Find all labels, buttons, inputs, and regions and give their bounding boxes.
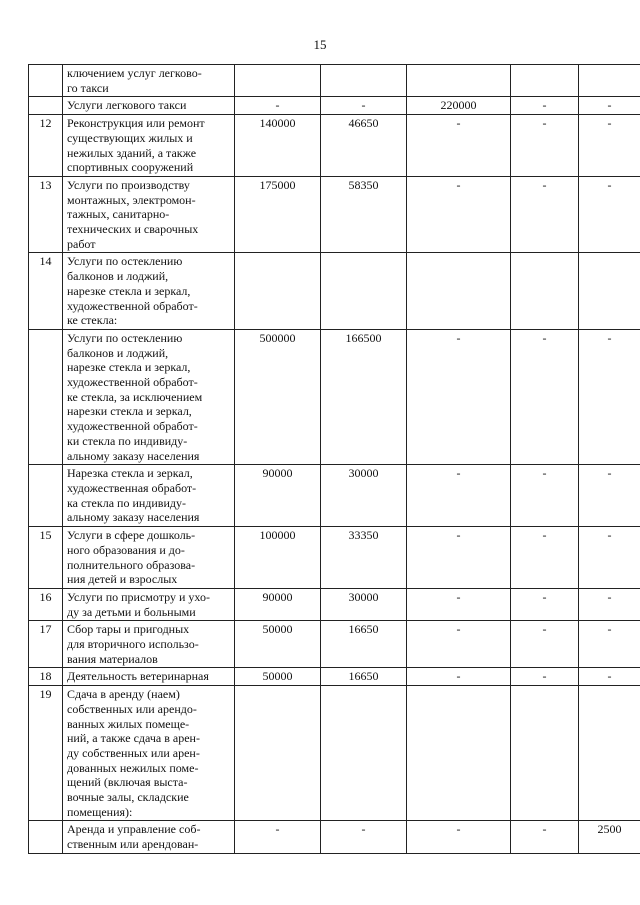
value-cell-5: - <box>579 329 640 464</box>
value-cell-4: - <box>511 588 579 620</box>
value-cell-1: 50000 <box>235 668 321 686</box>
value-cell-2: - <box>321 97 407 115</box>
activity-description-cell: Реконструкция или ремонт существующих жилых и нежилых зданий, а также спортивных сооружений <box>63 115 235 177</box>
value-cell-1 <box>235 686 321 821</box>
row-number-cell <box>29 97 63 115</box>
activity-description-cell: Услуги в сфере дошколь- ного образования и до- полнительного образова- ния детей и взрослых <box>63 527 235 589</box>
page-number: 15 <box>313 37 327 52</box>
value-cell-5: - <box>579 668 640 686</box>
row-number-cell: 16 <box>29 588 63 620</box>
value-cell-4 <box>511 686 579 821</box>
activity-description-cell: Деятельность ветеринарная <box>63 668 235 686</box>
table-row <box>29 821 640 853</box>
table-row <box>29 527 640 589</box>
row-number-cell: 17 <box>29 621 63 668</box>
value-cell-1: 90000 <box>235 588 321 620</box>
row-number-cell <box>29 329 63 464</box>
table-row <box>29 668 640 686</box>
value-cell-4 <box>511 253 579 330</box>
row-number-cell: 13 <box>29 176 63 253</box>
value-cell-4 <box>511 65 579 97</box>
value-cell-3: - <box>407 329 511 464</box>
value-cell-1: 90000 <box>235 465 321 527</box>
value-cell-1: 50000 <box>235 621 321 668</box>
value-cell-5: - <box>579 465 640 527</box>
value-cell-2: 166500 <box>321 329 407 464</box>
activity-description-cell: Нарезка стекла и зеркал, художественная обработ- ка стекла по индивиду- альному заказу населения <box>63 465 235 527</box>
value-cell-1: 175000 <box>235 176 321 253</box>
value-cell-1 <box>235 253 321 330</box>
value-cell-3 <box>407 65 511 97</box>
value-cell-4: - <box>511 465 579 527</box>
activity-description-cell: Услуги по производству монтажных, электромон- тажных, санитарно- технических и сварочных работ <box>63 176 235 253</box>
value-cell-4: - <box>511 821 579 853</box>
activity-description-cell: Услуги по остеклению балконов и лоджий, нарезке стекла и зеркал, художественной обработ- ке стекла, за исключением нарезки стекла и зеркал, художественной обработ- ки стекла по индивиду- альному заказу населения <box>63 329 235 464</box>
value-cell-3: - <box>407 115 511 177</box>
value-cell-4: - <box>511 115 579 177</box>
table-row <box>29 686 640 821</box>
row-number-cell: 15 <box>29 527 63 589</box>
value-cell-5: - <box>579 176 640 253</box>
value-cell-4: - <box>511 668 579 686</box>
table-row <box>29 97 640 115</box>
table-row <box>29 65 640 97</box>
table-row <box>29 588 640 620</box>
value-cell-3: - <box>407 668 511 686</box>
value-cell-3: - <box>407 465 511 527</box>
value-cell-2: 33350 <box>321 527 407 589</box>
value-cell-5: - <box>579 527 640 589</box>
value-cell-3: - <box>407 176 511 253</box>
value-cell-2 <box>321 253 407 330</box>
table-row <box>29 621 640 668</box>
value-cell-2 <box>321 65 407 97</box>
value-cell-4: - <box>511 329 579 464</box>
value-cell-3: - <box>407 588 511 620</box>
activity-description-cell: Сдача в аренду (наем) собственных или арендо- ванных жилых помеще- ний, а также сдача в арен- ду собственных или арен- дованных нежилых поме- щений (включая выста- вочные залы, складские помещения): <box>63 686 235 821</box>
value-cell-4: - <box>511 97 579 115</box>
value-cell-3: 220000 <box>407 97 511 115</box>
value-cell-3 <box>407 253 511 330</box>
value-cell-5 <box>579 253 640 330</box>
table-row <box>29 115 640 177</box>
value-cell-4: - <box>511 176 579 253</box>
value-cell-5 <box>579 686 640 821</box>
value-cell-5 <box>579 65 640 97</box>
value-cell-1: - <box>235 821 321 853</box>
value-cell-2: 30000 <box>321 465 407 527</box>
table-row <box>29 329 640 464</box>
value-cell-2: 46650 <box>321 115 407 177</box>
value-cell-1: 100000 <box>235 527 321 589</box>
value-cell-3: - <box>407 821 511 853</box>
activity-description-cell: Услуги по присмотру и ухо- ду за детьми и больными <box>63 588 235 620</box>
row-number-cell: 12 <box>29 115 63 177</box>
value-cell-5: - <box>579 97 640 115</box>
activity-description-cell: Услуги по остеклению балконов и лоджий, нарезке стекла и зеркал, художественной обработ- ке стекла: <box>63 253 235 330</box>
value-cell-1: - <box>235 97 321 115</box>
activity-description-cell: Услуги легкового такси <box>63 97 235 115</box>
value-cell-2: 16650 <box>321 668 407 686</box>
row-number-cell <box>29 821 63 853</box>
row-number-cell <box>29 465 63 527</box>
table-row <box>29 465 640 527</box>
tax-rates-table <box>28 64 640 854</box>
value-cell-5: - <box>579 115 640 177</box>
value-cell-1 <box>235 65 321 97</box>
activity-description-cell: Аренда и управление соб- ственным или арендован- <box>63 821 235 853</box>
value-cell-2: 16650 <box>321 621 407 668</box>
value-cell-1: 500000 <box>235 329 321 464</box>
value-cell-5: 2500 <box>579 821 640 853</box>
row-number-cell <box>29 65 63 97</box>
row-number-cell: 14 <box>29 253 63 330</box>
value-cell-5: - <box>579 621 640 668</box>
table-row <box>29 176 640 253</box>
table-row <box>29 253 640 330</box>
value-cell-2: - <box>321 821 407 853</box>
value-cell-2: 30000 <box>321 588 407 620</box>
value-cell-4: - <box>511 621 579 668</box>
value-cell-3: - <box>407 621 511 668</box>
value-cell-2 <box>321 686 407 821</box>
row-number-cell: 19 <box>29 686 63 821</box>
row-number-cell: 18 <box>29 668 63 686</box>
value-cell-2: 58350 <box>321 176 407 253</box>
value-cell-4: - <box>511 527 579 589</box>
table-body <box>29 65 640 854</box>
value-cell-3: - <box>407 527 511 589</box>
value-cell-5: - <box>579 588 640 620</box>
value-cell-1: 140000 <box>235 115 321 177</box>
activity-description-cell: Сбор тары и пригодных для вторичного использо- вания материалов <box>63 621 235 668</box>
activity-description-cell: ключением услуг легково- го такси <box>63 65 235 97</box>
value-cell-3 <box>407 686 511 821</box>
